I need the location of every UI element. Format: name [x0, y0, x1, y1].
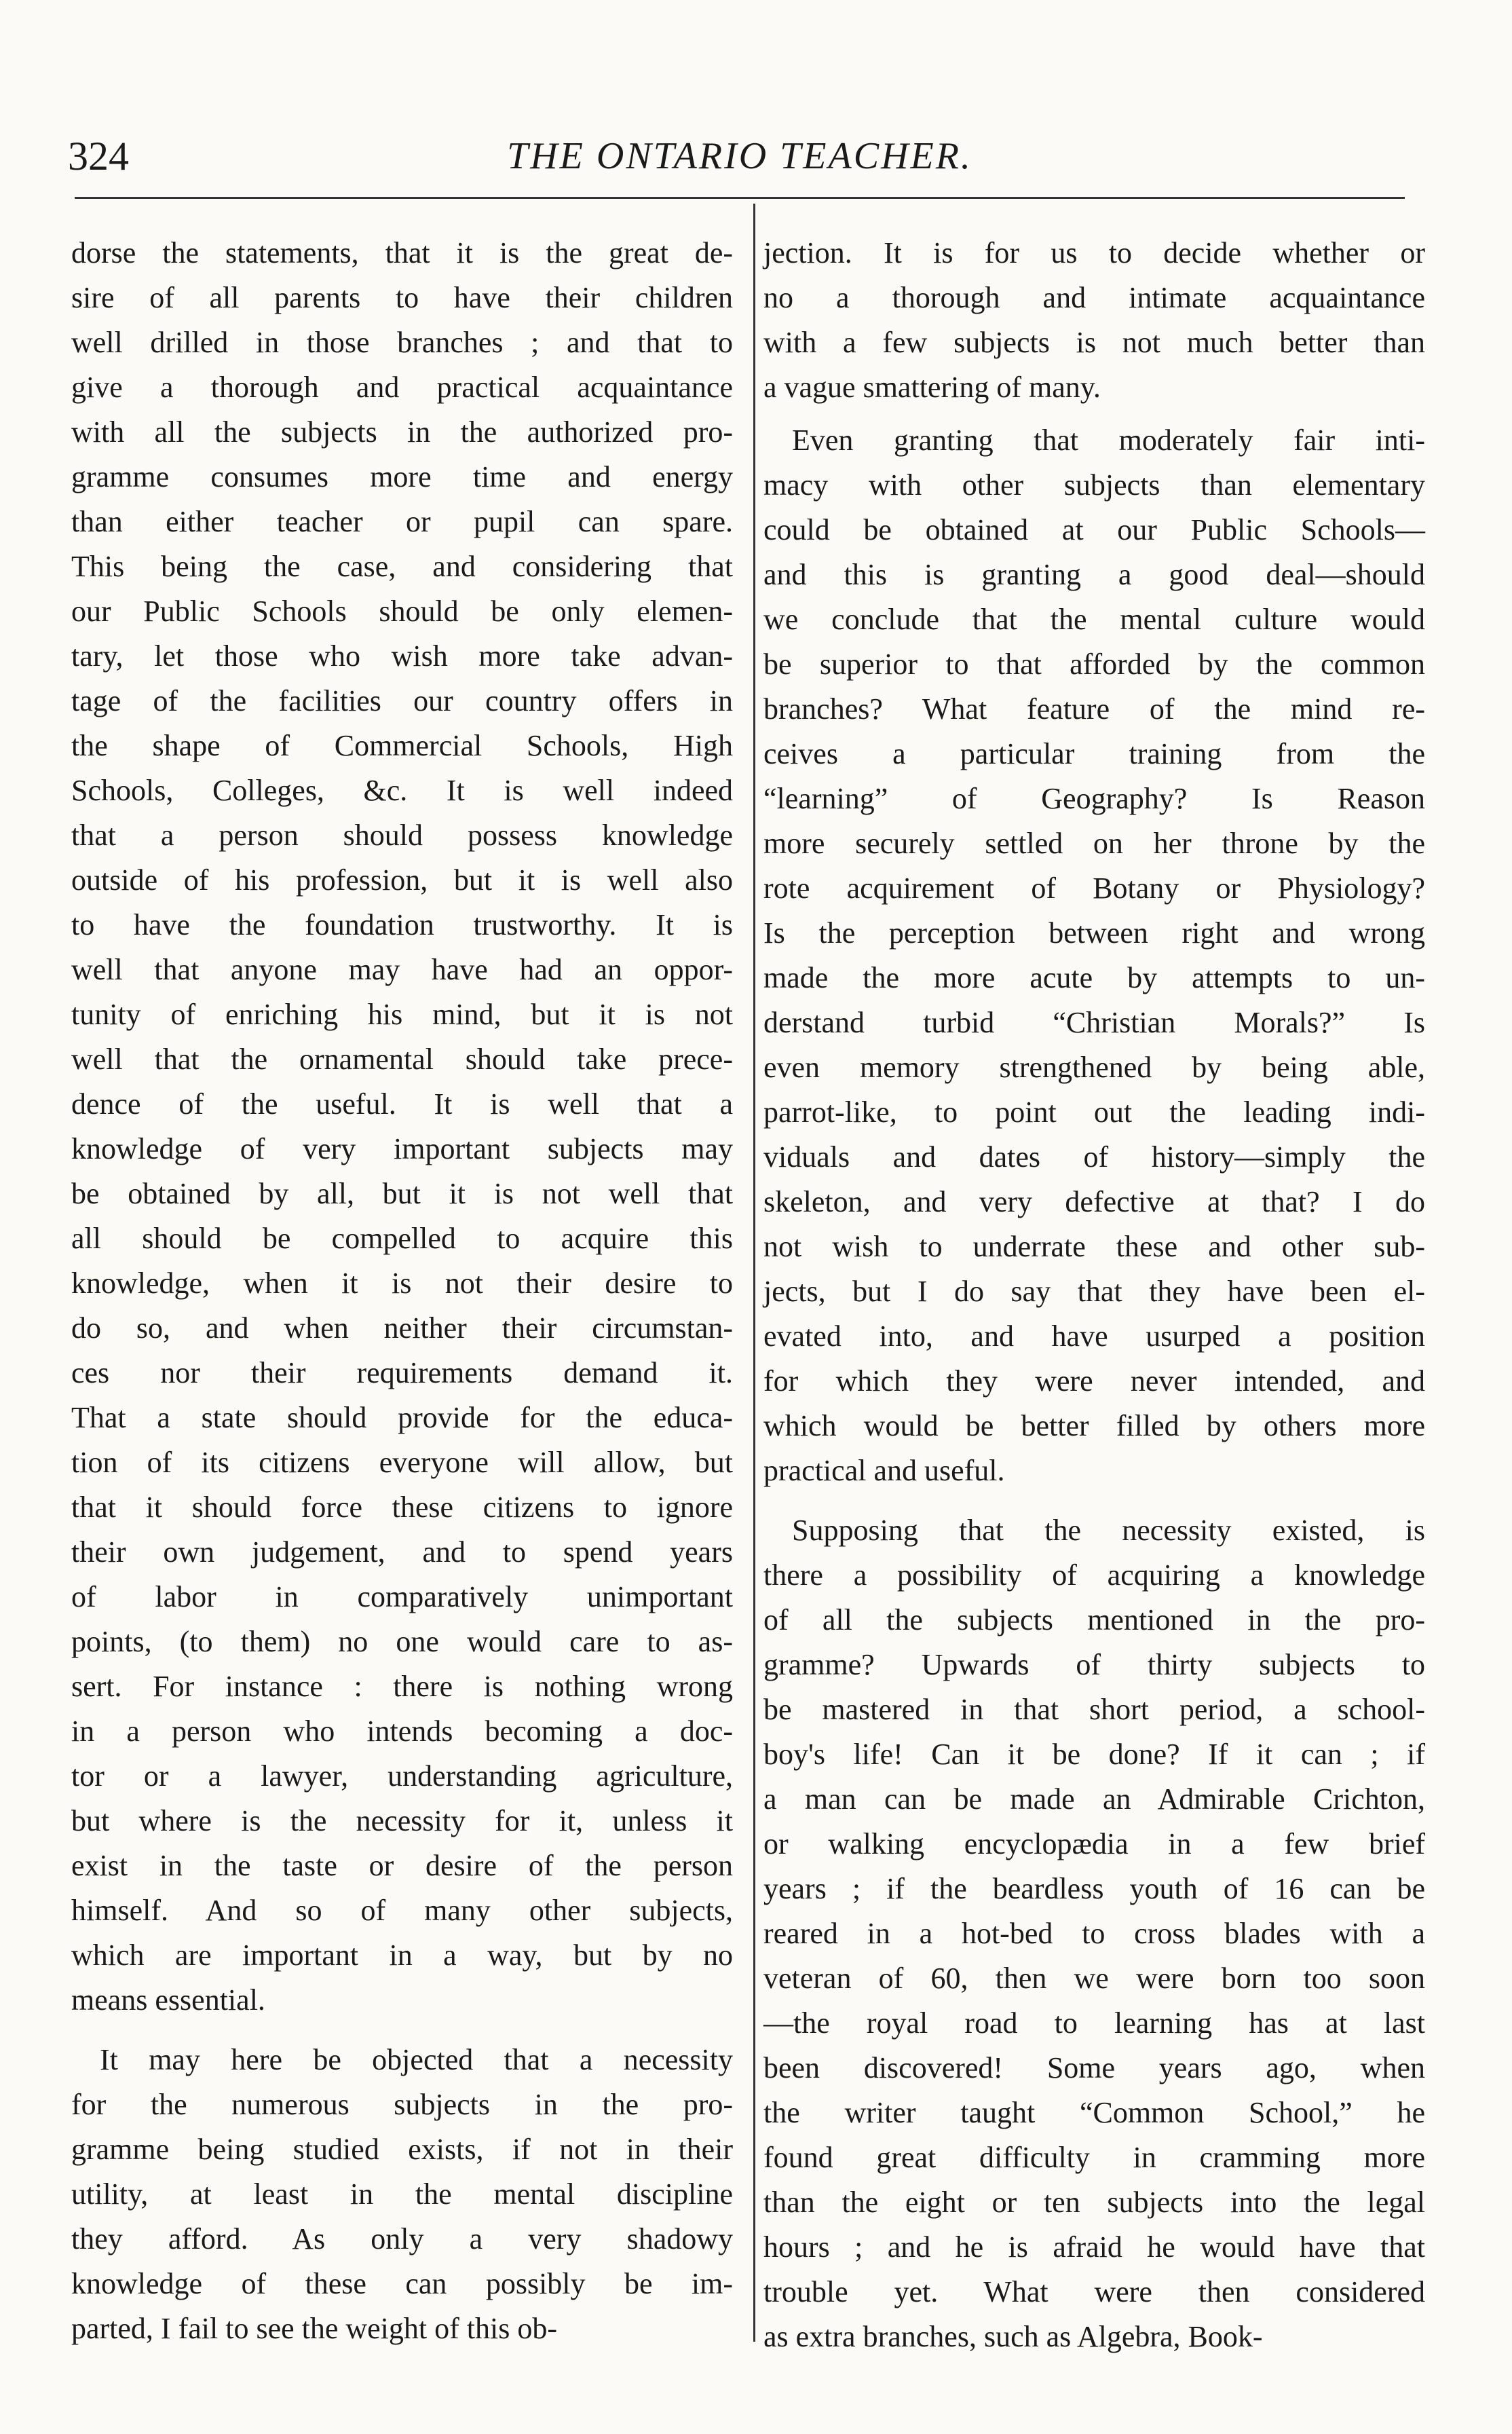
text-line: Supposing that the necessity existed, is [792, 1514, 1425, 1547]
text-line: for which they were never intended, and [763, 1364, 1425, 1398]
text-line: Schools, Colleges, &c. It is well indeed [71, 774, 733, 807]
text-line: viduals and dates of history—simply the [763, 1140, 1425, 1174]
paragraph [763, 231, 1425, 410]
text-line: evated into, and have usurped a position [763, 1319, 1425, 1353]
text-line: practical and useful. [763, 1454, 1005, 1487]
text-line: to have the foundation trustworthy. It is [71, 908, 733, 941]
text-line: be obtained by all, but it is not well that [71, 1177, 733, 1210]
text-line: that a person should possess knowledge [71, 819, 733, 852]
text-line: jection. It is for us to decide whether or [763, 236, 1425, 269]
text-line: that it should force these citizens to ignore [71, 1491, 733, 1524]
text-line: with all the subjects in the authorized pro- [71, 415, 733, 449]
text-line: a vague smattering of many. [763, 371, 1101, 404]
text-line: tor or a lawyer, understanding agriculture, [71, 1759, 733, 1793]
text-line: utility, at least in the mental discipline [71, 2177, 733, 2211]
paragraph [763, 1508, 1425, 2359]
text-line: outside of his profession, but it is well also [71, 863, 733, 897]
column-divider [753, 204, 755, 2342]
text-line: rote acquirement of Botany or Physiology? [763, 872, 1425, 905]
text-line: hours ; and he is afraid he would have that [763, 2230, 1425, 2264]
text-line: of labor in comparatively unimportant [71, 1580, 733, 1613]
text-line: sire of all parents to have their children [71, 281, 733, 314]
text-line: knowledge, when it is not their desire to [71, 1267, 733, 1300]
text-line: It may here be objected that a necessity [100, 2043, 733, 2076]
text-line: all should be compelled to acquire this [71, 1222, 733, 1255]
text-line: ceives a particular training from the [763, 737, 1425, 770]
text-line: give a thorough and practical acquaintance [71, 371, 733, 404]
text-line: which would be better filled by others more [763, 1409, 1425, 1442]
text-line: but where is the necessity for it, unless it [71, 1804, 733, 1837]
text-line: exist in the taste or desire of the person [71, 1849, 733, 1882]
text-line: Is the perception between right and wrong [763, 916, 1425, 950]
text-line: than either teacher or pupil can spare. [71, 505, 733, 538]
text-line: and this is granting a good deal—should [763, 558, 1425, 591]
text-line: could be obtained at our Public Schools— [763, 513, 1425, 546]
text-line: dence of the useful. It is well that a [71, 1087, 733, 1121]
text-line: not wish to underrate these and other sub- [763, 1230, 1425, 1263]
page-number: 324 [68, 134, 129, 179]
text-line: tunity of enriching his mind, but it is not [71, 998, 733, 1031]
text-line: well drilled in those branches ; and that to [71, 326, 733, 359]
text-line: with a few subjects is not much better than [763, 326, 1425, 359]
text-line: well that anyone may have had an oppor- [71, 953, 733, 986]
text-line: dorse the statements, that it is the great de- [71, 236, 733, 269]
text-line: even memory strengthened by being able, [763, 1051, 1425, 1084]
text-line: more securely settled on her throne by the [763, 827, 1425, 860]
text-line: knowledge of these can possibly be im- [71, 2267, 733, 2300]
text-line: the writer taught “Common School,” he [763, 2096, 1425, 2129]
text-line: reared in a hot-bed to cross blades with a [763, 1917, 1425, 1950]
text-line: macy with other subjects than elementary [763, 468, 1425, 502]
text-line: be mastered in that short period, a school- [763, 1693, 1425, 1726]
text-line: no a thorough and intimate acquaintance [763, 281, 1425, 314]
text-line: branches? What feature of the mind re- [763, 692, 1425, 726]
text-line: gramme? Upwards of thirty subjects to [763, 1648, 1425, 1681]
text-line: tion of its citizens everyone will allow, but [71, 1446, 733, 1479]
text-line: tage of the facilities our country offers in [71, 684, 733, 717]
text-line: himself. And so of many other subjects, [71, 1894, 733, 1927]
text-line: as extra branches, such as Algebra, Book- [763, 2320, 1263, 2353]
text-line: skeleton, and very defective at that? I do [763, 1185, 1425, 1218]
text-line: parted, I fail to see the weight of this ob- [71, 2312, 558, 2345]
text-line: which are important in a way, but by no [71, 1939, 733, 1972]
text-line: well that the ornamental should take prece- [71, 1043, 733, 1076]
text-line: —the royal road to learning has at last [763, 2006, 1425, 2040]
text-line: gramme being studied exists, if not in their [71, 2133, 733, 2166]
text-line: Even granting that moderately fair inti- [792, 424, 1425, 457]
text-line: gramme consumes more time and energy [71, 460, 733, 493]
text-line: ces nor their requirements demand it. [71, 1356, 733, 1389]
text-line: “learning” of Geography? Is Reason [763, 782, 1425, 815]
text-line: trouble yet. What were then considered [763, 2275, 1425, 2308]
text-line: there a possibility of acquiring a knowledge [763, 1558, 1425, 1592]
text-line: That a state should provide for the educa- [71, 1401, 733, 1434]
text-line: made the more acute by attempts to un- [763, 961, 1425, 994]
running-title: THE ONTARIO TEACHER. [507, 135, 972, 177]
text-line: tary, let those who wish more take advan- [71, 639, 733, 673]
text-line: do so, and when neither their circumstan- [71, 1311, 733, 1345]
text-line: be superior to that afforded by the common [763, 648, 1425, 681]
text-line: veteran of 60, then we were born too soon [763, 1962, 1425, 1995]
text-line: in a person who intends becoming a doc- [71, 1715, 733, 1748]
text-line: parrot-like, to point out the leading indi- [763, 1096, 1425, 1129]
text-line: derstand turbid “Christian Morals?” Is [763, 1006, 1425, 1039]
text-line: been discovered! Some years ago, when [763, 2051, 1425, 2084]
text-line: of all the subjects mentioned in the pro- [763, 1603, 1425, 1636]
header-rule [75, 197, 1405, 199]
text-line: jects, but I do say that they have been el- [763, 1275, 1425, 1308]
text-line: their own judgement, and to spend years [71, 1535, 733, 1569]
text-line: for the numerous subjects in the pro- [71, 2088, 733, 2121]
left-column [71, 231, 733, 2351]
text-line: points, (to them) no one would care to as- [71, 1625, 733, 1658]
text-line: our Public Schools should be only elemen- [71, 595, 733, 628]
text-line: means essential. [71, 1983, 265, 2017]
text-line: found great difficulty in cramming more [763, 2141, 1425, 2174]
text-line: the shape of Commercial Schools, High [71, 729, 733, 762]
text-line: we conclude that the mental culture would [763, 603, 1425, 636]
text-line: years ; if the beardless youth of 16 can be [763, 1872, 1425, 1905]
paragraph [71, 231, 733, 2023]
page-header [68, 129, 1412, 183]
text-line: than the eight or ten subjects into the legal [763, 2186, 1425, 2219]
text-line: sert. For instance : there is nothing wrong [71, 1670, 733, 1703]
text-line: a man can be made an Admirable Crichton, [763, 1782, 1425, 1816]
text-line: they afford. As only a very shadowy [71, 2222, 733, 2255]
text-line: knowledge of very important subjects may [71, 1132, 733, 1165]
text-line: boy's life! Can it be done? If it can ; if [763, 1738, 1425, 1771]
text-line: or walking encyclopædia in a few brief [763, 1827, 1425, 1860]
paragraph [71, 2038, 733, 2351]
right-column [763, 231, 1425, 2359]
paragraph [763, 418, 1425, 1493]
text-line: This being the case, and considering that [71, 550, 733, 583]
